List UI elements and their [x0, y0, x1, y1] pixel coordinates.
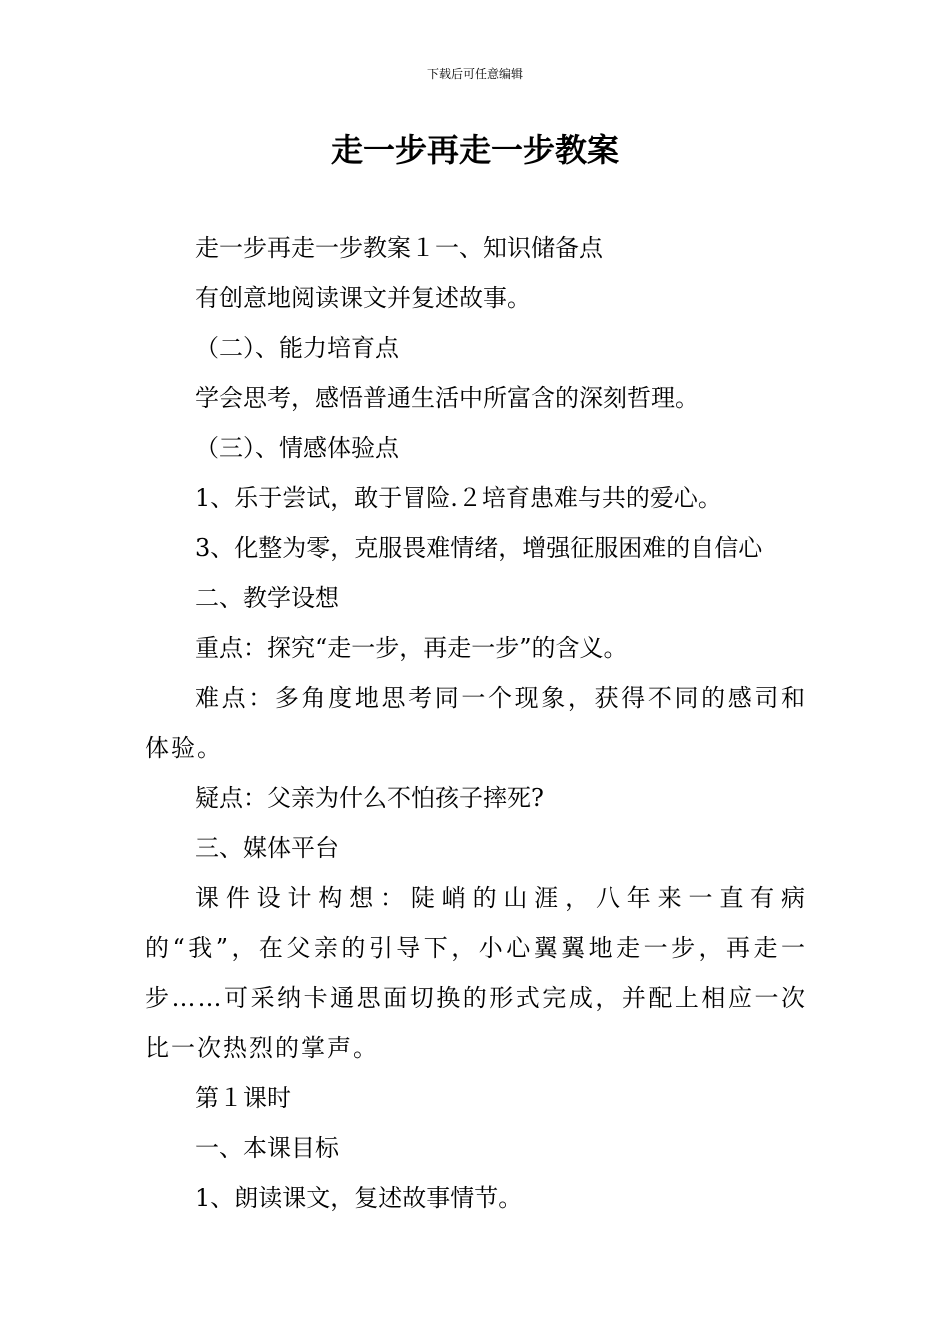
- paragraph-emotion-item-1: 1、乐于尝试，敢于冒险.２培育患难与共的爱心。: [195, 484, 722, 512]
- paragraph-emotion-item-3: 3、化整为零，克服畏难情绪，增强征服困难的自信心: [195, 534, 763, 562]
- paragraph-lesson-1: 第１课时: [195, 1084, 291, 1112]
- paragraph-courseware-design: 课件设计构想：陡峭的山涯，八年来一直有病的“我”，在父亲的引导下，小心翼翼地走一步，再走一步……可采纳卡通思面切换的形式完成，并配上相应一次比一次热烈的掌声。: [145, 884, 807, 1062]
- paragraph-media-heading: 三、媒体平台: [195, 834, 339, 862]
- document-body: [145, 223, 807, 1223]
- paragraph-goal-1: 1、朗读课文，复述故事情节。: [195, 1184, 523, 1212]
- page-header-note: 下载后可任意编辑: [426, 67, 523, 81]
- paragraph-difficult-point: 难点：多角度地思考同一个现象，获得不同的感司和体验。: [145, 684, 807, 762]
- paragraph-goals-heading: 一、本课目标: [195, 1134, 339, 1162]
- paragraph-key-point: 重点：探究“走一步，再走一步”的含义。: [195, 634, 628, 662]
- paragraph-knowledge-content: 有创意地阅读课文并复述故事。: [195, 284, 531, 312]
- paragraph-ability-heading: （二）、能力培育点: [195, 334, 399, 362]
- paragraph-emotion-heading: （三）、情感体验点: [195, 434, 399, 462]
- paragraph-knowledge-heading: 走一步再走一步教案１一、知识储备点: [195, 234, 603, 262]
- paragraph-doubt-point: 疑点：父亲为什么不怕孩子摔死?: [195, 784, 544, 812]
- paragraph-teaching-idea-heading: 二、教学设想: [195, 584, 339, 612]
- document-title: 走一步再走一步教案: [330, 131, 619, 169]
- paragraph-ability-content: 学会思考，感悟普通生活中所富含的深刻哲理。: [195, 384, 699, 412]
